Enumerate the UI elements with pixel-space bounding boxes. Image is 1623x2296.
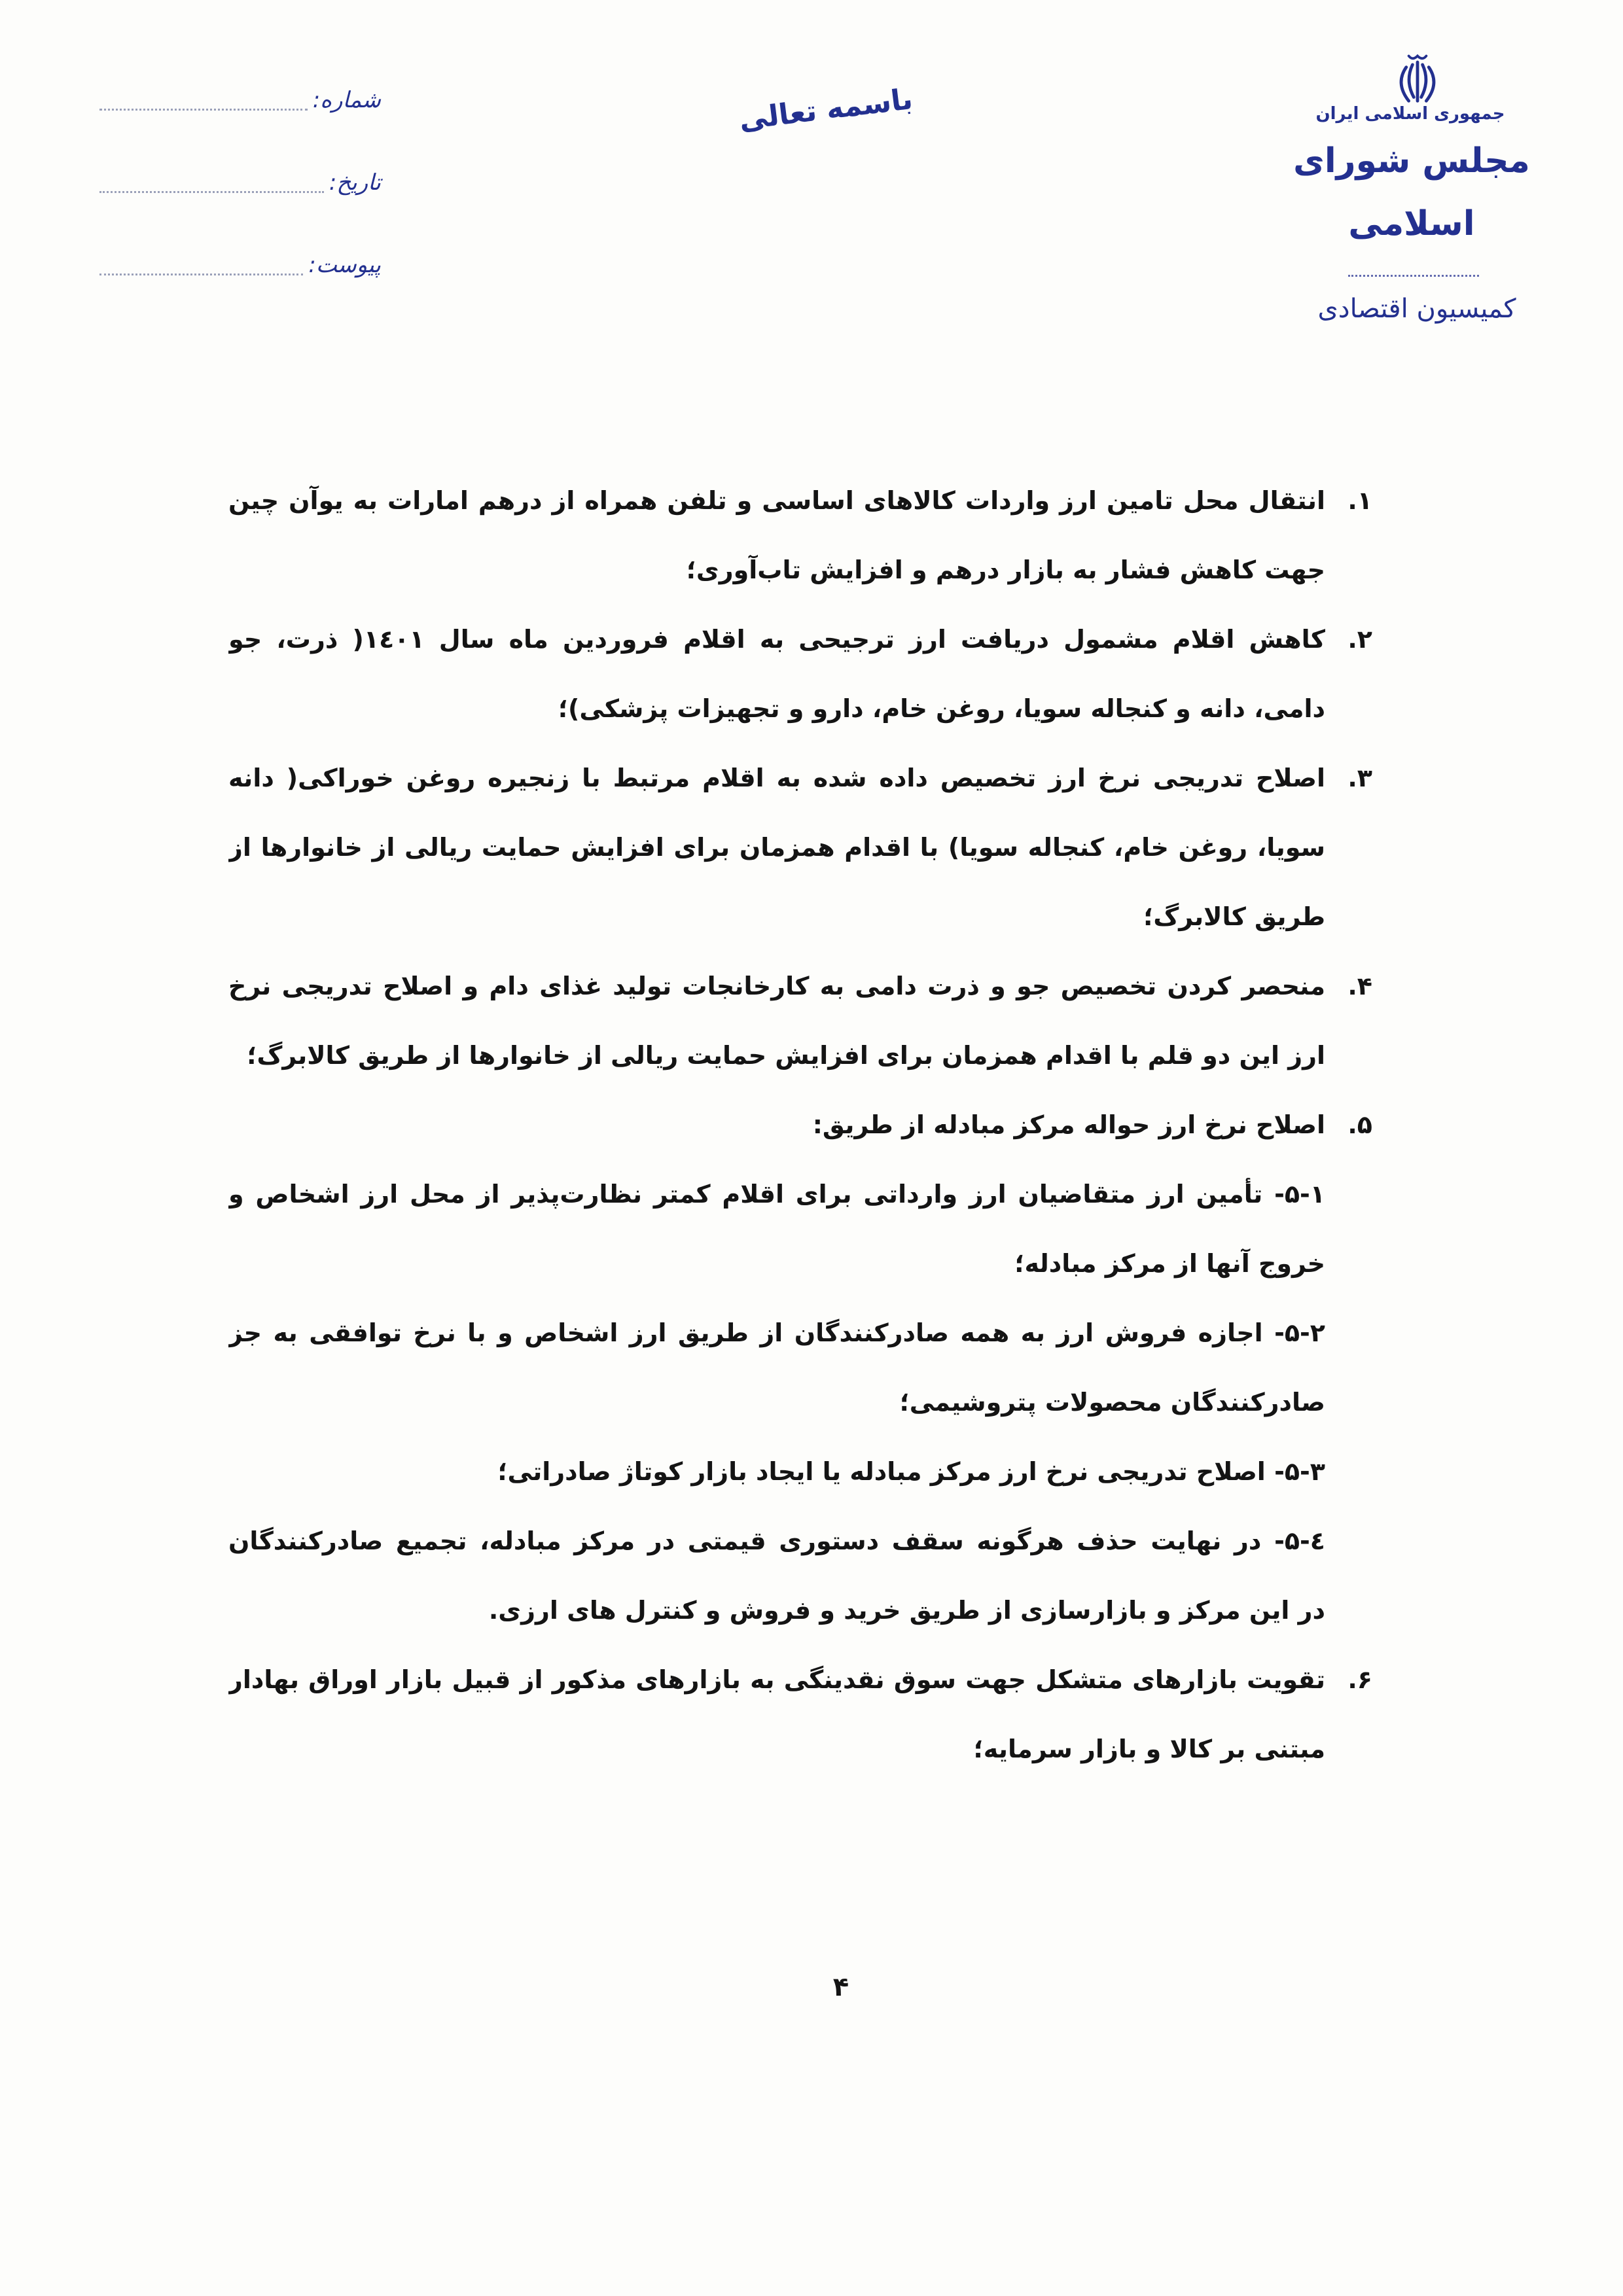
list-item-5 bbox=[228, 1090, 1372, 1645]
sub-item-5-4 bbox=[228, 1506, 1372, 1645]
reference-fields bbox=[99, 80, 381, 328]
number-field bbox=[99, 80, 381, 120]
date-field bbox=[99, 163, 381, 202]
list-item-2 bbox=[228, 605, 1372, 743]
sub-item-line bbox=[228, 1159, 1372, 1229]
item-number: ۵. bbox=[1347, 1110, 1372, 1139]
sub-item-text: اجازه فروش ارز به همه صادرکنندگان از طریق ارز اشخاص و با نرخ توافقی به جز bbox=[228, 1318, 1263, 1347]
item-text: اصلاح تدریجی نرخ ارز تخصیص داده شده به اقلام مرتبط با زنجیره روغن خوراکی( دانه bbox=[228, 764, 1325, 792]
item-text: اصلاح نرخ ارز حواله مرکز مبادله از طریق: bbox=[812, 1110, 1325, 1139]
sub-item-line bbox=[228, 1576, 1372, 1645]
letter-body bbox=[228, 466, 1372, 1784]
item-line bbox=[228, 813, 1372, 882]
sub-item-5-2 bbox=[228, 1298, 1372, 1437]
number-field-label: شماره: bbox=[312, 87, 381, 113]
list-item-6 bbox=[228, 1645, 1372, 1784]
item-number: ۶. bbox=[1347, 1665, 1372, 1694]
logotype-ornament bbox=[1348, 275, 1479, 277]
sub-item-line bbox=[228, 1229, 1372, 1298]
sub-item-line bbox=[228, 1437, 1372, 1506]
item-text: طریق کالابرگ؛ bbox=[1143, 902, 1325, 931]
item-line bbox=[228, 951, 1372, 1021]
sub-item-text: صادرکنندگان محصولات پتروشیمی؛ bbox=[899, 1388, 1325, 1417]
sub-item-line bbox=[228, 1298, 1372, 1368]
sub-item-text: در نهایت حذف هرگونه سقف دستوری قیمتی در مرکز مبادله، تجمیع صادرکنندگان bbox=[228, 1527, 1262, 1555]
list-item-3 bbox=[228, 743, 1372, 951]
sub-item-text: اصلاح تدریجی نرخ ارز مرکز مبادله یا ایجاد بازار کوتاژ صادراتی؛ bbox=[497, 1457, 1266, 1486]
sub-item-line bbox=[228, 1368, 1372, 1437]
item-number: ۲. bbox=[1347, 625, 1372, 654]
item-line bbox=[228, 1021, 1372, 1090]
item-number: ۴. bbox=[1347, 972, 1372, 1000]
item-text: سویا، روغن خام، کنجاله سویا) با اقدام همزمان برای افزایش حمایت ریالی از خانوارها از bbox=[228, 833, 1325, 862]
sub-item-line bbox=[228, 1506, 1372, 1576]
item-text: انتقال محل تامین ارز واردات کالاهای اساسی و تلفن همراه از درهم امارات به یوآن چین bbox=[228, 486, 1325, 515]
attachment-field-label: پیوست: bbox=[308, 252, 381, 278]
item-line bbox=[228, 466, 1372, 535]
iran-emblem-icon bbox=[1386, 48, 1449, 105]
item-line bbox=[228, 674, 1372, 743]
item-line bbox=[228, 605, 1372, 674]
invocation-heading: باسمه تعالی bbox=[737, 82, 915, 137]
item-number: ۱. bbox=[1347, 486, 1372, 515]
list-item-4 bbox=[228, 951, 1372, 1090]
attachment-field bbox=[99, 245, 381, 285]
sub-item-text: در این مرکز و بازارسازی از طریق خرید و فروش و کنترل های ارزی. bbox=[488, 1596, 1325, 1625]
country-name: جمهوری اسلامی ایران bbox=[1315, 104, 1505, 124]
item-line bbox=[228, 535, 1372, 605]
item-number: ۳. bbox=[1347, 764, 1372, 792]
sub-item-number: ۳-۵- bbox=[1274, 1457, 1325, 1486]
item-line bbox=[228, 1090, 1372, 1159]
number-field-line bbox=[99, 109, 308, 111]
sub-item-text: تأمین ارز متقاضیان ارز وارداتی برای اقلام کمتر نظارت‌پذیر از محل ارز اشخاص و bbox=[228, 1180, 1263, 1209]
date-field-label: تاریخ: bbox=[329, 169, 381, 196]
list-item-1 bbox=[228, 466, 1372, 605]
item-text: کاهش اقلام مشمول دریافت ارز ترجیحی به اقلام فروردین ماه سال ۱٤۰۱( ذرت، جو bbox=[228, 625, 1325, 654]
parliament-logotype: مجلس شورای اسلامی bbox=[1293, 141, 1530, 243]
commission-name: کمیسیون اقتصادی bbox=[1317, 294, 1516, 324]
item-text: تقویت بازارهای متشکل جهت سوق نقدینگی به بازارهای مذکور از قبیل بازار اوراق بهادار bbox=[228, 1665, 1325, 1694]
item-text: ارز این دو قلم با اقدام همزمان برای افزایش حمایت ریالی از خانوارها از طریق کالابرگ؛ bbox=[247, 1041, 1325, 1070]
page-number: ۴ bbox=[832, 1972, 849, 2002]
item-text: مبتنی بر کالا و بازار سرمایه؛ bbox=[973, 1735, 1325, 1763]
item-line bbox=[228, 1645, 1372, 1714]
item-text: منحصر کردن تخصیص جو و ذرت دامی به کارخانجات تولید غذای دام و اصلاح تدریجی نرخ bbox=[228, 972, 1325, 1000]
sub-item-number: ۲-۵- bbox=[1274, 1318, 1325, 1347]
item-line bbox=[228, 1714, 1372, 1784]
item-text: دامی، دانه و کنجاله سویا، روغن خام، دارو و تجهیزات پزشکی)؛ bbox=[558, 694, 1325, 723]
item-line bbox=[228, 743, 1372, 813]
sub-item-text: خروج آنها از مرکز مبادله؛ bbox=[1014, 1249, 1325, 1278]
attachment-field-line bbox=[99, 274, 303, 275]
sub-item-number: ۱-۵- bbox=[1274, 1180, 1325, 1209]
item-text: جهت کاهش فشار به بازار درهم و افزایش تاب‌آوری؛ bbox=[686, 556, 1325, 584]
sub-item-5-1 bbox=[228, 1159, 1372, 1298]
sub-item-number: ٤-۵- bbox=[1274, 1527, 1325, 1555]
date-field-line bbox=[99, 191, 324, 193]
sub-item-5-3 bbox=[228, 1437, 1372, 1506]
item-line bbox=[228, 882, 1372, 951]
